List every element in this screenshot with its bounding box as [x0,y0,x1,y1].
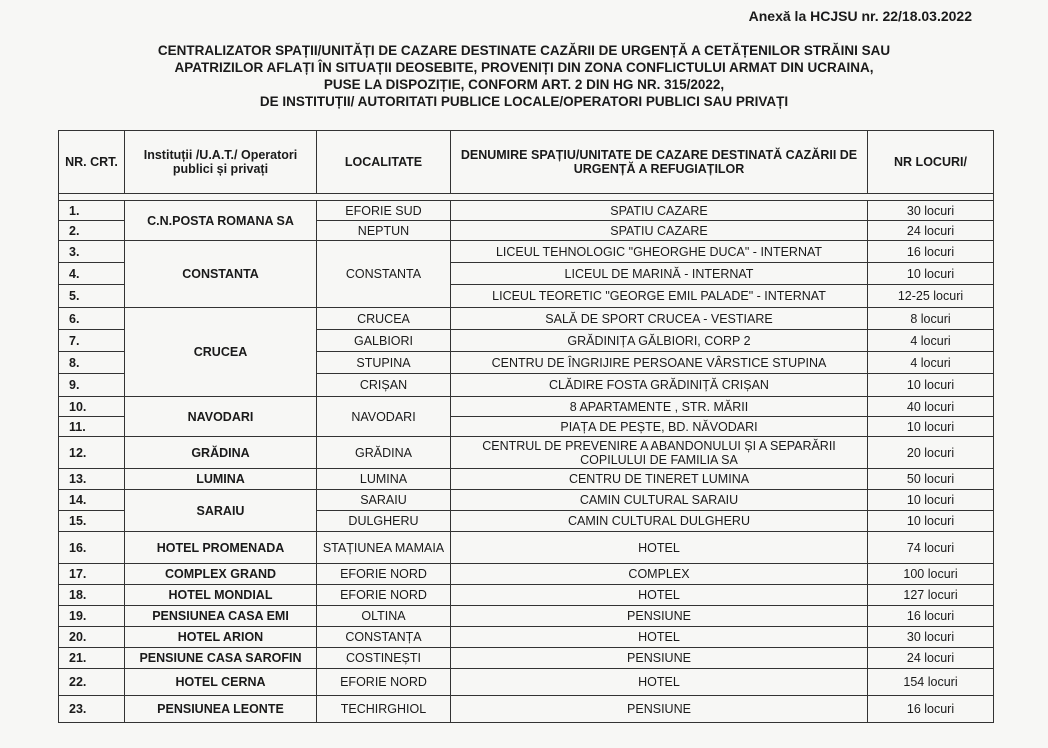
title-line: APATRIZILOR AFLAȚI ÎN SITUAȚII DEOSEBITE, PROVENIȚI DIN ZONA CONFLICTULUI ARMAT DIN UCRAINA, [174,60,874,75]
row-number: 9. [59,374,125,397]
row-number: 11. [59,417,125,437]
facility-name-cell: CLĂDIRE FOSTA GRĂDINIȚĂ CRIȘAN [451,374,868,397]
institution-cell: PENSIUNEA CASA EMI [125,606,317,627]
facility-name-cell: SPATIU CAZARE [451,221,868,241]
header-locality: LOCALITATE [317,131,451,194]
row-number: 13. [59,469,125,490]
places-cell: 74 locuri [868,532,994,564]
institution-cell: HOTEL MONDIAL [125,585,317,606]
facility-name-cell: HOTEL [451,669,868,696]
locality-cell: COSTINEȘTI [317,648,451,669]
facility-name-cell: GRĂDINIȚA GĂLBIORI, CORP 2 [451,330,868,352]
row-number: 7. [59,330,125,352]
header-facility-name: DENUMIRE SPAȚIU/UNITATE DE CAZARE DESTINATĂ CAZĂRII DE URGENȚĂ A REFUGIAȚILOR [451,131,868,194]
locality-cell: STUPINA [317,352,451,374]
row-number: 15. [59,511,125,532]
institution-cell: HOTEL CERNA [125,669,317,696]
table-row [59,201,994,221]
facility-name-cell: HOTEL [451,532,868,564]
locality-cell: GRĂDINA [317,437,451,469]
row-number: 4. [59,263,125,285]
places-cell: 24 locuri [868,221,994,241]
table-row [59,469,994,490]
institution-cell: COMPLEX GRAND [125,564,317,585]
locality-cell: SARAIU [317,490,451,511]
title-line: DE INSTITUȚII/ AUTORITATI PUBLICE LOCALE/OPERATORI PUBLICI SAU PRIVAȚI [259,94,789,109]
facility-name-cell: PIAȚA DE PEȘTE, BD. NĂVODARI [451,417,868,437]
facility-name-cell: LICEUL TEORETIC "GEORGE EMIL PALADE" - INTERNAT [451,285,868,308]
places-cell: 10 locuri [868,263,994,285]
places-cell: 8 locuri [868,308,994,330]
row-number: 10. [59,397,125,417]
table-row [59,648,994,669]
locality-cell: TECHIRGHIOL [317,696,451,723]
header-places: NR LOCURI/ [868,131,994,194]
places-cell: 100 locuri [868,564,994,585]
institution-cell: PENSIUNE CASA SAROFIN [125,648,317,669]
row-number: 20. [59,627,125,648]
table-row [59,308,994,330]
locality-cell: CRUCEA [317,308,451,330]
annex-reference: Anexă la HCJSU nr. 22/18.03.2022 [748,8,972,24]
row-number: 3. [59,241,125,263]
places-cell: 40 locuri [868,397,994,417]
facility-name-cell: PENSIUNE [451,648,868,669]
table-header-row [59,131,994,194]
spacer-cell [59,194,994,201]
row-number: 22. [59,669,125,696]
institution-cell: HOTEL ARION [125,627,317,648]
places-cell: 16 locuri [868,241,994,263]
locality-cell: EFORIE NORD [317,669,451,696]
places-cell: 154 locuri [868,669,994,696]
row-number: 14. [59,490,125,511]
facility-name-cell: COMPLEX [451,564,868,585]
institution-cell: HOTEL PROMENADA [125,532,317,564]
table-row [59,532,994,564]
table-row [59,241,994,263]
accommodation-table [58,130,994,723]
places-cell: 30 locuri [868,627,994,648]
facility-name-cell: PENSIUNE [451,696,868,723]
locality-cell: CONSTANTA [317,241,451,308]
places-cell: 30 locuri [868,201,994,221]
locality-cell: STAȚIUNEA MAMAIA [317,532,451,564]
places-cell: 12-25 locuri [868,285,994,308]
places-cell: 4 locuri [868,330,994,352]
facility-name-cell: LICEUL TEHNOLOGIC "GHEORGHE DUCA" - INTERNAT [451,241,868,263]
facility-name-cell: CENTRU DE TINERET LUMINA [451,469,868,490]
table-row [59,585,994,606]
row-number: 19. [59,606,125,627]
header-nr-crt: NR. CRT. [59,131,125,194]
table-row [59,696,994,723]
locality-cell: EFORIE NORD [317,585,451,606]
facility-name-cell: PENSIUNE [451,606,868,627]
locality-cell: CONSTANȚA [317,627,451,648]
facility-name-cell: CENTRUL DE PREVENIRE A ABANDONULUI ȘI A SEPARĂRII COPILULUI DE FAMILIA SA [451,437,868,469]
table-row [59,564,994,585]
institution-cell: GRĂDINA [125,437,317,469]
row-number: 1. [59,201,125,221]
facility-name-cell: CAMIN CULTURAL SARAIU [451,490,868,511]
facility-name-cell: HOTEL [451,627,868,648]
locality-cell: EFORIE NORD [317,564,451,585]
locality-cell: OLTINA [317,606,451,627]
locality-cell: EFORIE SUD [317,201,451,221]
institution-cell: CRUCEA [125,308,317,397]
locality-cell: CRIȘAN [317,374,451,397]
locality-cell: NAVODARI [317,397,451,437]
places-cell: 10 locuri [868,511,994,532]
facility-name-cell: SALĂ DE SPORT CRUCEA - VESTIARE [451,308,868,330]
facility-name-cell: 8 APARTAMENTE , STR. MĂRII [451,397,868,417]
places-cell: 50 locuri [868,469,994,490]
table-row [59,606,994,627]
row-number: 18. [59,585,125,606]
facility-name-cell: CAMIN CULTURAL DULGHERU [451,511,868,532]
table-body [59,194,994,723]
row-number: 16. [59,532,125,564]
row-number: 21. [59,648,125,669]
places-cell: 127 locuri [868,585,994,606]
row-number: 17. [59,564,125,585]
row-number: 12. [59,437,125,469]
row-number: 8. [59,352,125,374]
facility-name-cell: CENTRU DE ÎNGRIJIRE PERSOANE VÂRSTICE STUPINA [451,352,868,374]
institution-cell: SARAIU [125,490,317,532]
locality-cell: DULGHERU [317,511,451,532]
row-number: 6. [59,308,125,330]
row-number: 2. [59,221,125,241]
title-line: CENTRALIZATOR SPAȚII/UNITĂȚI DE CAZARE DESTINATE CAZĂRII DE URGENȚĂ A CETĂȚENILOR STRĂINI SAU [157,43,891,58]
table-row [59,627,994,648]
row-number: 23. [59,696,125,723]
locality-cell: GALBIORI [317,330,451,352]
institution-cell: LUMINA [125,469,317,490]
locality-cell: NEPTUN [317,221,451,241]
institution-cell: PENSIUNEA LEONTE [125,696,317,723]
title-line: PUSE LA DISPOZIȚIE, CONFORM ART. 2 DIN HG NR. 315/2022, [323,77,725,92]
places-cell: 24 locuri [868,648,994,669]
row-number: 5. [59,285,125,308]
table-spacer-row [59,194,994,201]
facility-name-cell: LICEUL DE MARINĂ - INTERNAT [451,263,868,285]
places-cell: 10 locuri [868,490,994,511]
header-institution: Instituții /U.A.T./ Operatori publici și privați [125,131,317,194]
table-row [59,397,994,417]
places-cell: 10 locuri [868,417,994,437]
institution-cell: NAVODARI [125,397,317,437]
places-cell: 4 locuri [868,352,994,374]
table-row [59,669,994,696]
institution-cell: CONSTANTA [125,241,317,308]
table-row [59,437,994,469]
locality-cell: LUMINA [317,469,451,490]
places-cell: 16 locuri [868,696,994,723]
document-title [80,42,968,110]
places-cell: 20 locuri [868,437,994,469]
institution-cell: C.N.POSTA ROMANA SA [125,201,317,241]
places-cell: 16 locuri [868,606,994,627]
facility-name-cell: SPATIU CAZARE [451,201,868,221]
table-row [59,490,994,511]
places-cell: 10 locuri [868,374,994,397]
facility-name-cell: HOTEL [451,585,868,606]
